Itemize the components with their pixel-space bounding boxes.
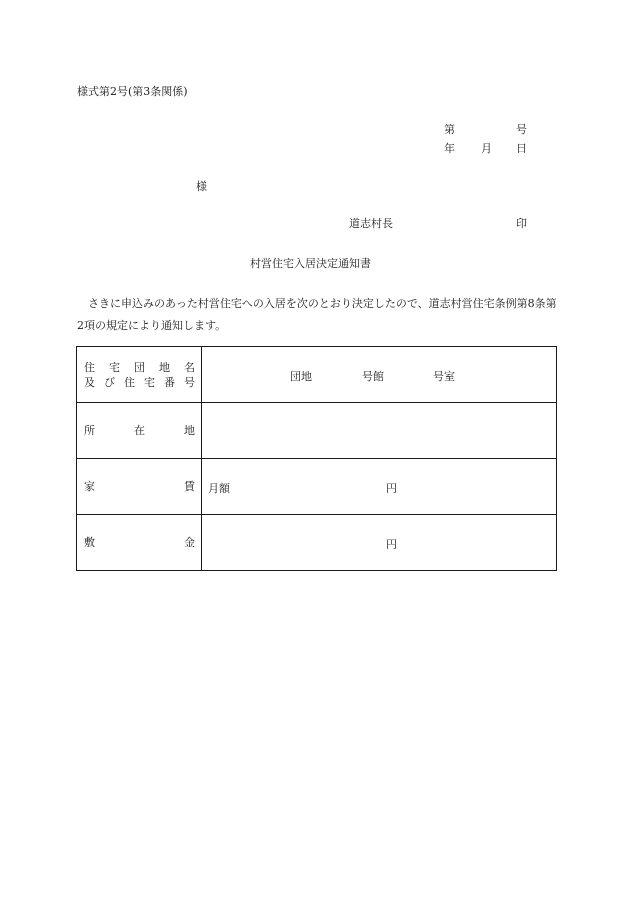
label-rent xyxy=(77,459,202,515)
label-location xyxy=(77,403,202,459)
seal-mark: 印 xyxy=(516,217,527,230)
date-day: 日 xyxy=(516,142,527,155)
value-rent xyxy=(202,459,557,515)
housing-info-table xyxy=(76,346,557,571)
label-deposit xyxy=(77,515,202,571)
monthly-prefix: 月額 xyxy=(208,481,230,495)
document-number-prefix: 第 xyxy=(444,123,455,136)
form-number-label: 様式第2号(第3条関係) xyxy=(77,85,188,98)
label-char: 名 xyxy=(184,360,195,374)
value-location xyxy=(202,403,557,459)
document-number-suffix: 号 xyxy=(516,123,527,136)
label-char: 団 xyxy=(134,360,145,374)
table-row xyxy=(77,403,557,459)
label-char: 住 xyxy=(84,360,95,374)
room-unit: 号室 xyxy=(433,369,455,383)
label-char: び xyxy=(104,375,115,389)
label-char: 住 xyxy=(124,375,135,389)
table-row xyxy=(77,515,557,571)
document-title: 村営住宅入居決定通知書 xyxy=(250,257,371,270)
date-month: 月 xyxy=(481,142,492,155)
issuer-name: 道志村長 xyxy=(349,217,393,230)
value-deposit xyxy=(202,515,557,571)
value-housing-name xyxy=(202,347,557,403)
building-unit: 号館 xyxy=(362,369,384,383)
notice-body: さきに申込みのあった村営住宅への入居を次のとおり決定したので、道志村営住宅条例第8条第2項の規定により通知します。 xyxy=(77,297,557,332)
label-char: 金 xyxy=(184,536,195,549)
label-char: 所 xyxy=(84,424,95,437)
label-char: 賃 xyxy=(184,480,195,493)
label-char: 在 xyxy=(134,424,145,437)
label-char: 宅 xyxy=(144,375,155,389)
date-year: 年 xyxy=(444,142,455,155)
label-char: 敷 xyxy=(84,536,95,549)
label-char: 宅 xyxy=(109,360,120,374)
table-row xyxy=(77,347,557,403)
label-char: 地 xyxy=(184,424,195,437)
label-char: 家 xyxy=(84,480,95,493)
addressee-honorific: 様 xyxy=(196,180,207,193)
label-housing-name xyxy=(77,347,202,403)
yen-unit: 円 xyxy=(386,481,397,495)
table-row xyxy=(77,459,557,515)
label-char: 地 xyxy=(159,360,170,374)
label-char: 及 xyxy=(84,375,95,389)
label-char: 番 xyxy=(164,375,175,389)
yen-unit: 円 xyxy=(386,537,397,551)
label-char: 号 xyxy=(184,375,195,389)
estate-unit: 団地 xyxy=(290,369,312,383)
